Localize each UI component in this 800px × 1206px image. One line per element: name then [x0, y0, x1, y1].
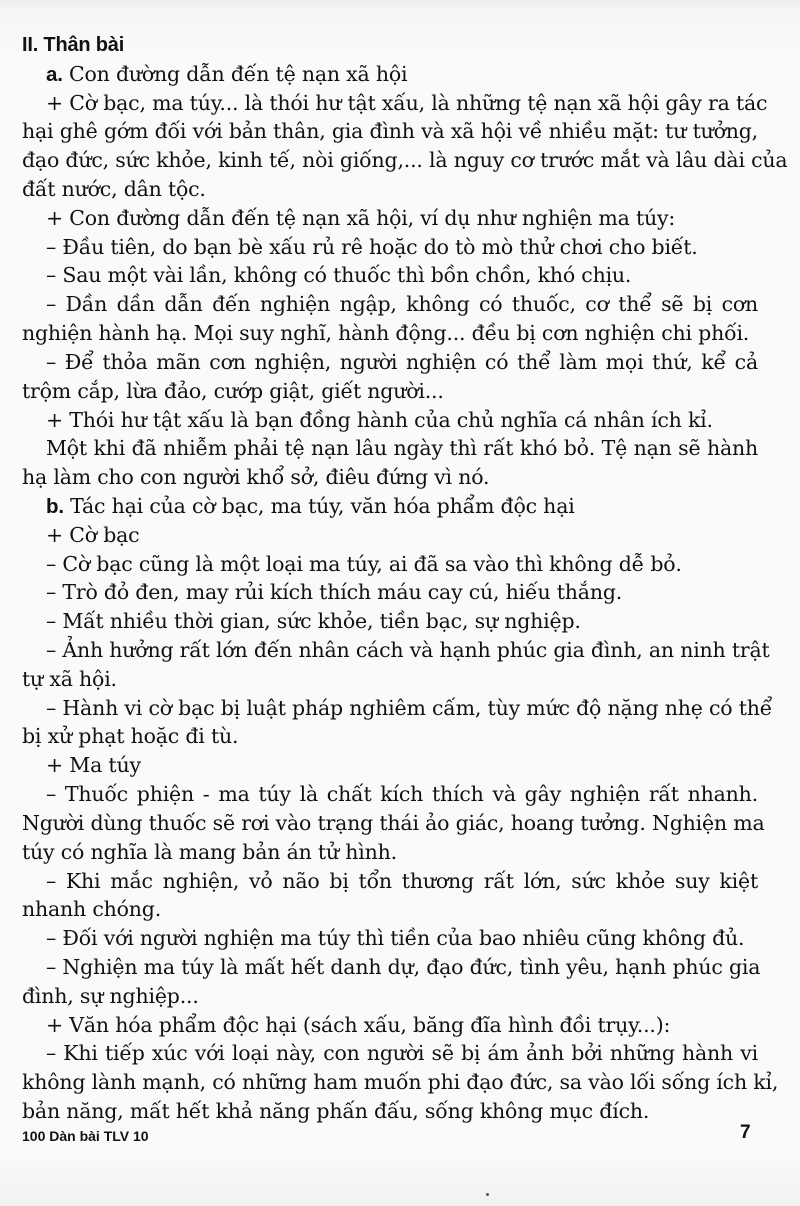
text-line: – Ảnh hưởng rất lớn đến nhân cách và hạnh phúc gia đình, an ninh trật — [46, 638, 770, 662]
text-line: – Sau một vài lần, không có thuốc thì bồn chồn, khó chịu. — [46, 263, 632, 287]
subsection-letter: a. — [46, 63, 63, 86]
section-heading: II. Thân bài — [22, 34, 125, 56]
text-line: – Hành vi cờ bạc bị luật pháp nghiêm cấm, tùy mức độ nặng nhẹ có thể — [46, 696, 773, 720]
text-line: trộm cắp, lừa đảo, cướp giật, giết người... — [22, 379, 444, 403]
subsection-title: Con đường dẫn đến tệ nạn xã hội — [62, 62, 408, 86]
text-line: túy có nghĩa là mang bản án tử hình. — [22, 840, 397, 864]
text-line: đình, sự nghiệp... — [22, 984, 199, 1008]
scan-speck — [486, 1193, 489, 1196]
subsection-letter: b. — [46, 495, 64, 518]
footer-page-number: 7 — [740, 1122, 751, 1143]
footer-book-title: 100 Dàn bài TLV 10 — [22, 1128, 149, 1144]
text-line: + Thói hư tật xấu là bạn đồng hành của chủ nghĩa cá nhân ích kỉ. — [46, 408, 713, 432]
text-line: – Đối với người nghiện ma túy thì tiền của bao nhiêu cũng không đủ. — [46, 926, 745, 950]
text-line: + Con đường dẫn đến tệ nạn xã hội, ví dụ như nghiện ma túy: — [46, 206, 676, 230]
text-line: + Văn hóa phẩm độc hại (sách xấu, băng đĩa hình đồi trụy...): — [46, 1013, 671, 1037]
text-line: + Cờ bạc, ma túy... là thói hư tật xấu, là những tệ nạn xã hội gây ra tác — [46, 91, 768, 115]
subsection-heading — [46, 491, 575, 521]
subsection-title: Tác hại của cờ bạc, ma túy, văn hóa phẩm độc hại — [63, 494, 575, 518]
text-line: + Cờ bạc — [46, 523, 140, 547]
text-line: – Đầu tiên, do bạn bè xấu rủ rê hoặc do tò mò thử chơi cho biết. — [46, 235, 698, 259]
text-line: – Khi mắc nghiện, vỏ não bị tổn thương rất lớn, sức khỏe suy kiệt — [46, 869, 758, 893]
text-line: bị xử phạt hoặc đi tù. — [22, 724, 239, 748]
text-line: Người dùng thuốc sẽ rơi vào trạng thái ảo giác, hoang tưởng. Nghiện ma — [22, 811, 765, 835]
text-line: – Khi tiếp xúc với loại này, con người sẽ bị ám ảnh bởi những hành vi — [46, 1041, 758, 1065]
text-line: + Ma túy — [46, 753, 141, 777]
text-line: – Mất nhiều thời gian, sức khỏe, tiền bạc, sự nghiệp. — [46, 609, 581, 633]
text-line: – Nghiện ma túy là mất hết danh dự, đạo đức, tình yêu, hạnh phúc gia — [46, 955, 761, 979]
text-line: – Cờ bạc cũng là một loại ma túy, ai đã sa vào thì không dễ bỏ. — [46, 552, 682, 576]
text-line: – Trò đỏ đen, may rủi kích thích máu cay cú, hiếu thắng. — [46, 580, 623, 604]
subsection-heading — [46, 59, 407, 89]
text-line: Một khi đã nhiễm phải tệ nạn lâu ngày thì rất khó bỏ. Tệ nạn sẽ hành — [46, 436, 758, 460]
text-line: – Thuốc phiện - ma túy là chất kích thích và gây nghiện rất nhanh. — [46, 782, 758, 806]
text-line: đất nước, dân tộc. — [22, 177, 206, 201]
text-line: hại ghê gớm đối với bản thân, gia đình và xã hội về nhiều mặt: tư tưởng, — [22, 119, 758, 143]
text-line: tự xã hội. — [22, 667, 117, 691]
text-line: nghiện hành hạ. Mọi suy nghĩ, hành động... đều bị cơn nghiện chi phối. — [22, 321, 750, 345]
text-line: đạo đức, sức khỏe, kinh tế, nòi giống,... là nguy cơ trước mắt và lâu dài của — [22, 148, 788, 172]
text-line: – Dần dần dẫn đến nghiện ngập, không có thuốc, cơ thể sẽ bị cơn — [46, 292, 758, 316]
text-line: – Để thỏa mãn cơn nghiện, người nghiện có thể làm mọi thứ, kể cả — [46, 350, 758, 374]
text-line: bản năng, mất hết khả năng phấn đấu, sống không mục đích. — [22, 1099, 650, 1123]
text-line: hạ làm cho con người khổ sở, điêu đứng vì nó. — [22, 465, 490, 489]
text-line: nhanh chóng. — [22, 897, 162, 921]
text-line: không lành mạnh, có những ham muốn phi đạo đức, sa vào lối sống ích kỉ, — [22, 1070, 779, 1094]
